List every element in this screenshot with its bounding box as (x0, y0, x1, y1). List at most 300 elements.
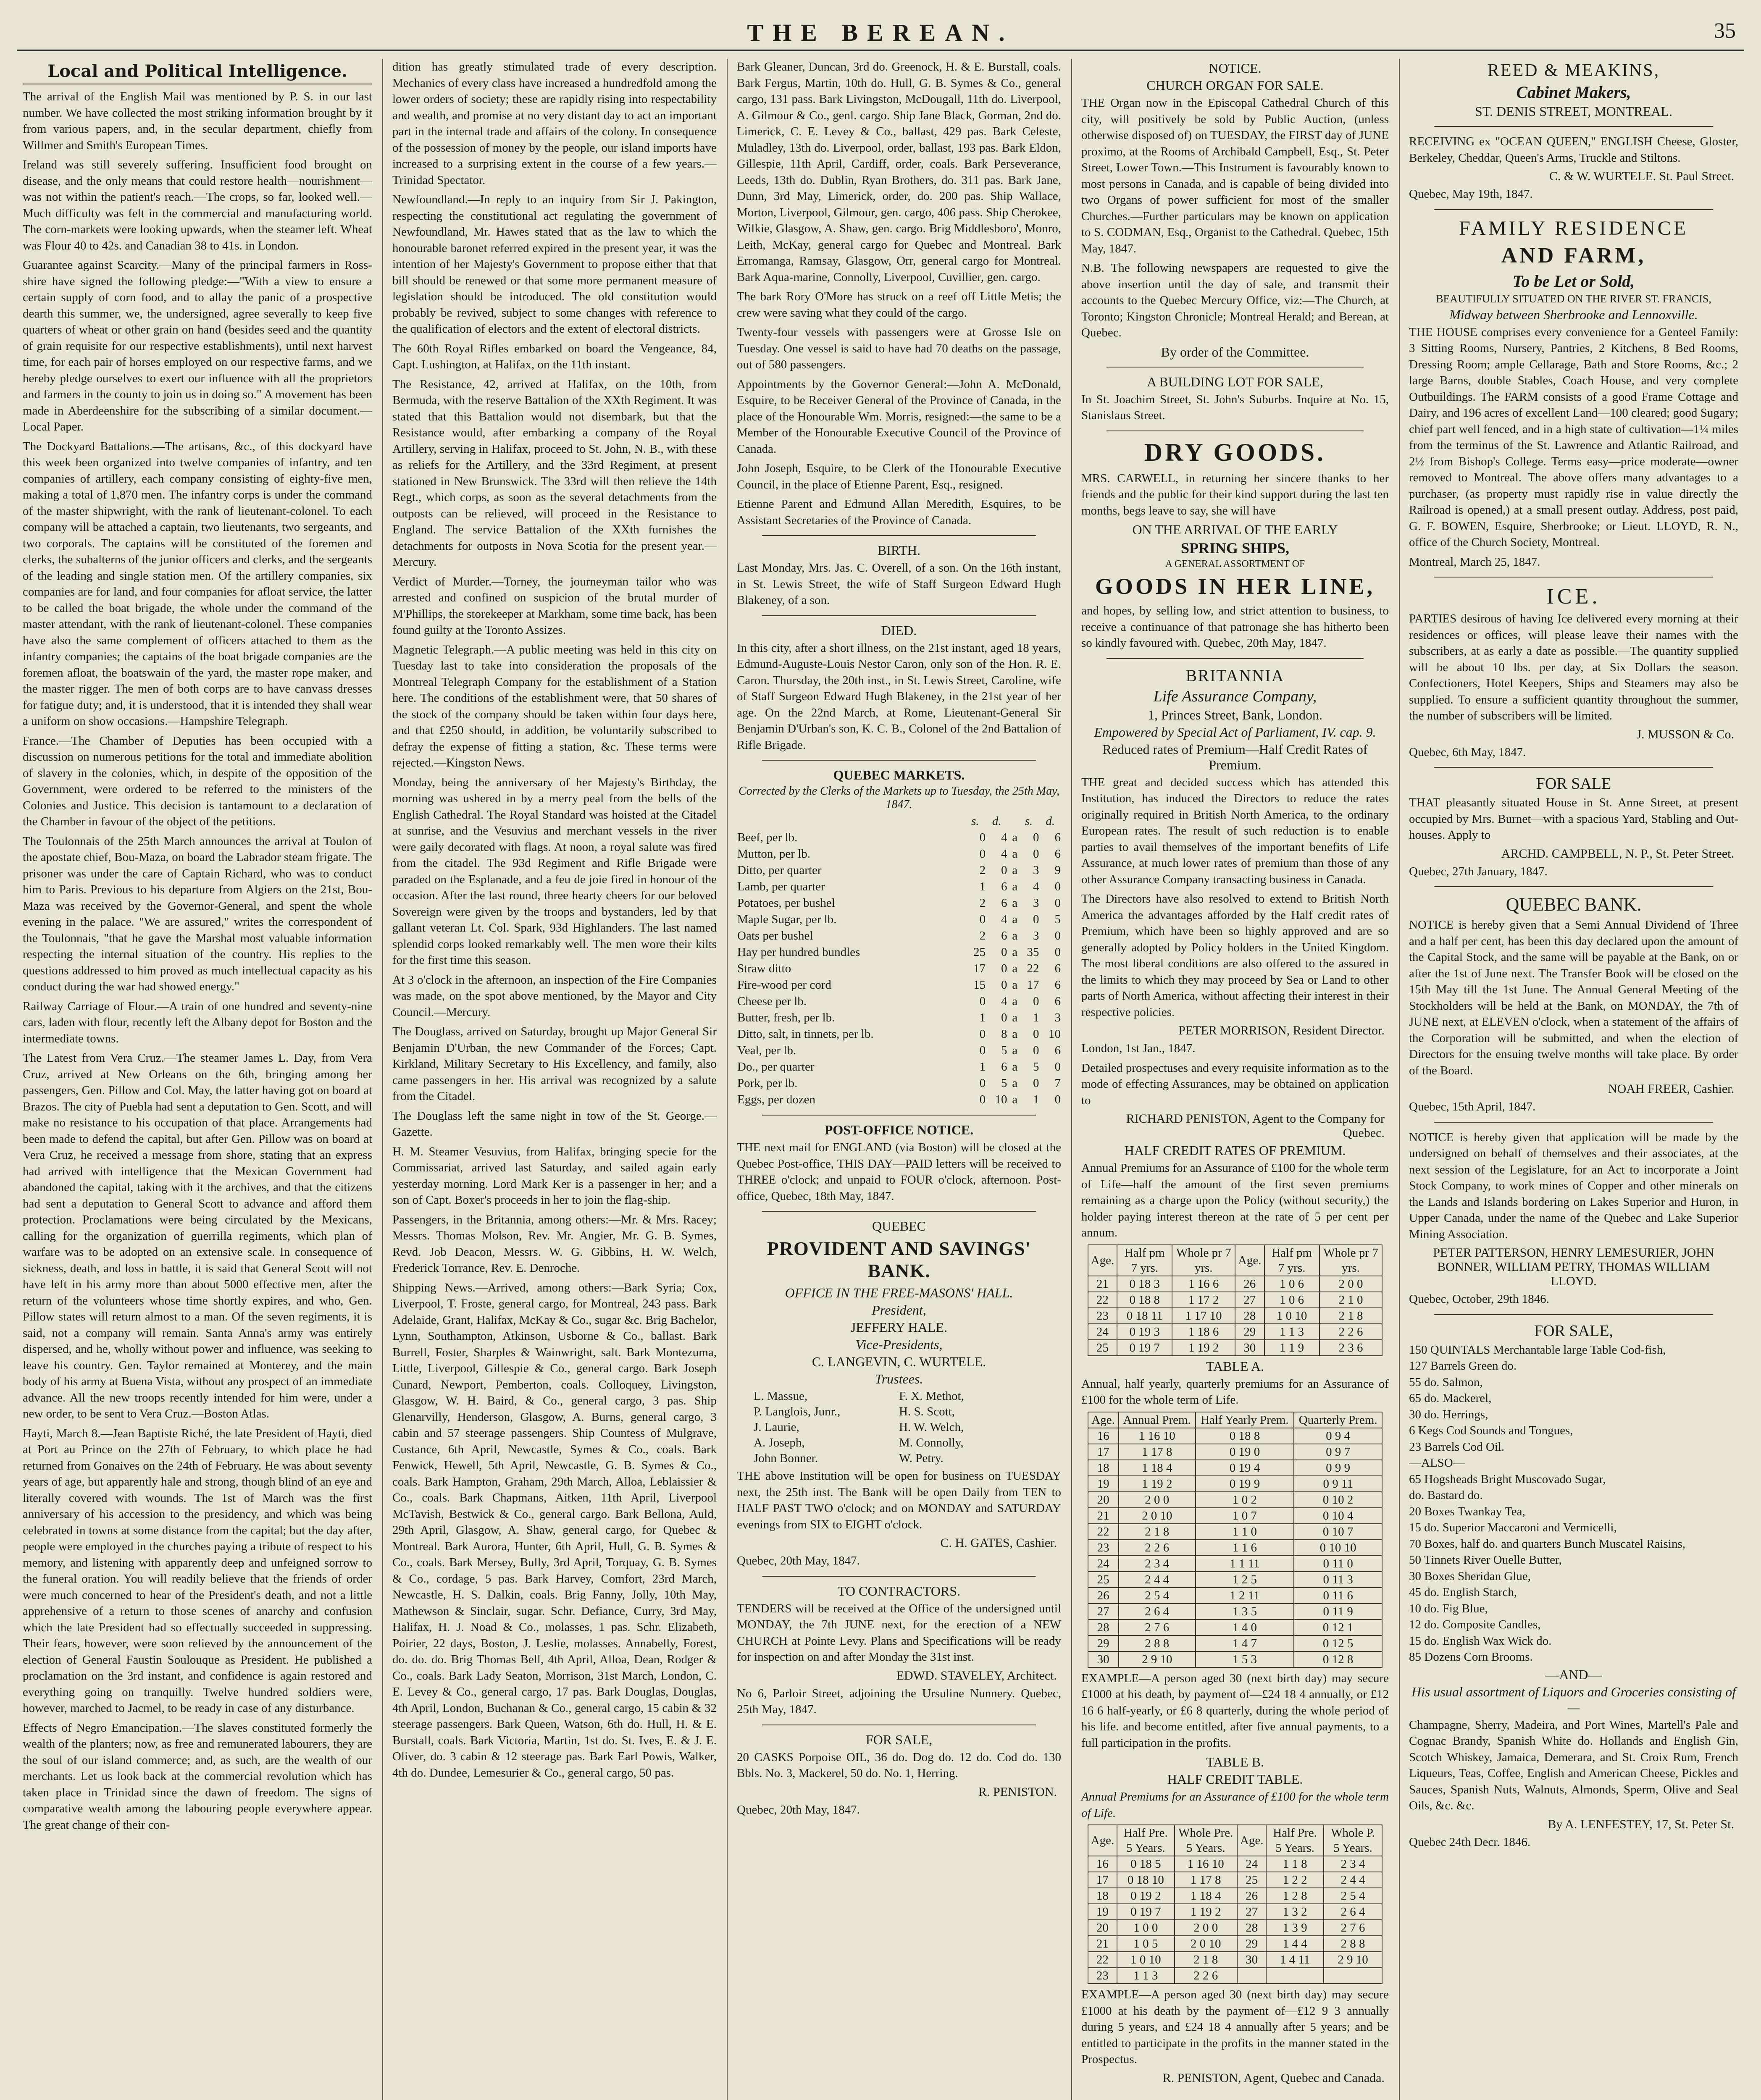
markets-row (737, 1075, 1061, 1092)
article-paragraph: The 60th Royal Rifles embarked on board the Vengeance, 84, Capt. Lushington, at Halifax, on the 11th instant. (392, 341, 717, 371)
article-paragraph: France.—The Chamber of Deputies has been occupied with a discussion on numerous petitions for the total and immediate abolition of slavery in the colonies, which, in despite of the opposition of the Government, were ordered to be referred to the ministers of the Colonies and Justice. This decision is tantamount to a declaration of the Chamber in favour of the object of the petitions. (23, 734, 372, 828)
table-b-heading: TABLE B. (1206, 1754, 1264, 1769)
article-paragraph: Etienne Parent and Edmund Allan Meredith, Esquires, to be Assistant Secretaries of the Province of Canada. (737, 497, 1061, 527)
table-b-cell: 0 19 7 (1117, 1904, 1174, 1920)
table-a-cell: 1 1 6 (1196, 1540, 1294, 1556)
article-paragraph: Monday, being the anniversary of her Majesty's Birthday, the morning was ushered in by a merry peal from the bells of the English Cathedral. The Royal Standard was hoisted at the Citadel at sunrise, and the Vesuvius and merchant vessels in the river were gaily decorated with flags. At noon, a royal salute was fired from the citadel. The 93d Regiment and Rifle Brigade were paraded on the Esplanade, and a feu de joie fired in honour of the occasion. After the last round, three hearty cheers for our beloved Sovereign were given by the troops and bystanders, led by that gallant veteran Lt. Col. Spark, 93d Highlanders. The last named splendid corps looked remarkably well. The men wore their kilts for the first time this season. (392, 775, 717, 967)
table-a-cell: 2 1 8 (1119, 1524, 1196, 1540)
britannia-text: The Directors have also resolved to extend to British North America the advantages afforded by the Half credit rates of Premium, which have been so highly approved and are so generally adopted by Policy holders in the United Kingdom. The most liberal conditions are also offered to the assured in the limits to which they may proceed by Sea or Land to other parts of North America, without affecting their interest in their respective policies. (1081, 892, 1389, 1019)
table-a-cell: 1 4 0 (1196, 1620, 1294, 1635)
markets-cell: Butter, fresh, per lb. (737, 1011, 835, 1024)
bank-trustees-label: Trustees. (875, 1371, 923, 1386)
markets-cell: 6 (1001, 880, 1007, 893)
markets-cell: 4 (1001, 913, 1007, 926)
markets-row (737, 879, 1061, 895)
divider (762, 760, 1036, 761)
markets-cell: 0 (979, 1076, 986, 1090)
table-a-cell: 21 (1088, 1508, 1119, 1524)
quebec-bank-date: Quebec, 15th April, 1847. (1409, 1100, 1536, 1113)
markets-cell: 7 (1054, 1076, 1061, 1090)
table-a-cell: 1 17 8 (1119, 1444, 1196, 1460)
article-paragraph: Effects of Negro Emancipation.—The slaves constituted formerly the wealth of the planters; now, as free and remunerated labourers, they are the soul of our island commerce; and, as such, are the wealth of our merchants. Let us look back at the commercial revolution which has taken place in Trinidad since the dawn of freedom. The signs of comparative wealth among the labouring people everywhere appear. The great change of their con- (23, 1721, 372, 1832)
quebec-bank-heading: QUEBEC BANK. (1506, 894, 1642, 915)
article-paragraph: At 3 o'clock in the afternoon, an inspection of the Fire Companies was made, on the spot above mentioned, by the Mayor and City Council.—Mercury. (392, 973, 717, 1019)
table-a-row (1088, 1428, 1383, 1444)
newspaper-page (17, 13, 1744, 2100)
table-a-cell: 20 (1088, 1492, 1119, 1508)
for-sale-date: Quebec, 20th May, 1847. (737, 1803, 860, 1816)
ice-heading: ICE. (1546, 585, 1601, 609)
received-date: Quebec, May 19th, 1847. (1409, 187, 1533, 201)
markets-cell: 15 (973, 978, 986, 992)
table-a-header-cell: Annual Prem. (1119, 1412, 1196, 1428)
markets-cell: 0 (1033, 913, 1039, 926)
death-notice: In this city, after a short illness, on the 21st instant, aged 18 years, Edmund-Auguste-Louis Nestor Caron, only son of the Hon. R. E. Caron. Thursday, the 20th inst., in St. Lewis Street, Caroline, wife of Staff Surgeon Edward Hugh Blakeney, in the 21st year of her age. On the 22nd March, at Rome, Lieutenant-General Sir Benjamin D'Urban's son, K. C. B., Colonel of the 2nd Battalion of Rifle Brigade. (737, 641, 1061, 752)
markets-row (737, 846, 1061, 862)
divider (762, 1115, 1036, 1116)
markets-header-cell (737, 813, 965, 830)
table-b-row (1088, 1936, 1383, 1952)
markets-cell: Maple Sugar, per lb. (737, 913, 837, 926)
table-a-cell: 18 (1088, 1460, 1119, 1476)
markets-cell: 17 (1027, 978, 1039, 992)
half-credit-cell: 1 0 10 (1264, 1308, 1319, 1324)
markets-cell: 0 (979, 1093, 986, 1106)
table-b-header-cell: Age. (1088, 1825, 1117, 1856)
dry-goods-heading: DRY GOODS. (1144, 438, 1326, 466)
dry-goods-text: MRS. CARWELL, in returning her sincere thanks to her friends and the public for their kind support during the last ten months, begs leave to say, she will have (1081, 471, 1389, 517)
half-credit-row (1088, 1324, 1383, 1340)
received-signature: C. & W. WURTELE. St. Paul Street. (1549, 169, 1734, 183)
ice-signature: J. MUSSON & Co. (1636, 727, 1734, 741)
markets-cell: 6 (1054, 1044, 1061, 1057)
divider (762, 535, 1036, 536)
table-b-cell: 1 0 5 (1117, 1936, 1174, 1952)
table-a-cell: 0 19 0 (1196, 1444, 1294, 1460)
markets-cell: 0 (1001, 978, 1007, 992)
bank-notice: THE above Institution will be open for business on TUESDAY next, the 25th inst. The Bank will be open Daily from TEN to HALF PAST TWO o'clock; and on MONDAY and SATURDAY evenings from SIX to EIGHT o'clock. (737, 1469, 1061, 1531)
article-paragraph: Railway Carriage of Flour.—A train of one hundred and seventy-nine cars, laden with flour, recently left the Albany depot for Boston and the intermediate towns. (23, 999, 372, 1045)
markets-cell: 6 (1054, 995, 1061, 1008)
markets-cell: a (1012, 962, 1018, 975)
britannia-text: THE great and decided success which has attended this Institution, has induced the Directors to reduce the rates originally required in British North America, to the ordinary European rates. The result of such reduction is to enable parties to avail themselves of the important benefits of Life Assurance, at much lower rates of premium than those of any other Assurance Company transacting business in Canada. (1081, 775, 1389, 886)
divider (762, 615, 1036, 616)
markets-cell: 0 (1001, 1011, 1007, 1024)
markets-cell: 4 (1033, 880, 1039, 893)
markets-cell: a (1012, 880, 1018, 893)
mining-date: Quebec, October, 29th 1846. (1409, 1292, 1549, 1306)
markets-row (737, 993, 1061, 1010)
example-signature: R. PENISTON, Agent, Quebec and Canada. (1162, 2071, 1385, 2085)
masthead-rule (17, 50, 1744, 51)
markets-row (737, 977, 1061, 993)
markets-cell: 0 (1033, 1044, 1039, 1057)
markets-cell: 6 (1054, 962, 1061, 975)
britannia-reduced: Reduced rates of Premium—Half Credit Rates of Premium. (1102, 741, 1368, 772)
for-sale-signature: By A. LENFESTEY, 17, St. Peter St. (1548, 1817, 1734, 1831)
half-credit-cell: 2 0 0 (1319, 1276, 1383, 1292)
article-paragraph: H. M. Steamer Vesuvius, from Halifax, bringing specie for the Commissariat, arrived last Saturday, and sailed again early yesterday morning. Lord Mark Ker is a passenger in her; and a son of Capt. Boxer's proceeds in her to join the flag-ship. (392, 1144, 717, 1207)
table-b-cell: 2 2 6 (1175, 1968, 1237, 1984)
markets-cell: 5 (1054, 913, 1061, 926)
divider (1434, 209, 1713, 210)
table-a-cell: 2 8 8 (1119, 1635, 1196, 1651)
family-residence-midway: Midway between Sherbrooke and Lennoxville. (1449, 307, 1698, 322)
table-a (1088, 1412, 1383, 1668)
article-paragraph: John Joseph, Esquire, to be Clerk of the Honourable Executive Council, in the place of Etienne Parent, Esq., resigned. (737, 462, 1061, 491)
markets-cell: Mutton, per lb. (737, 847, 810, 861)
received-notice: RECEIVING ex "OCEAN QUEEN," ENGLISH Cheese, Gloster, Berkeley, Cheddar, Queen's Arms, Truckle and Stiltons. (1409, 135, 1738, 165)
table-b-header-cell: Half Pre. 5 Years. (1117, 1825, 1174, 1856)
markets-cell: a (1012, 978, 1018, 992)
bank-city: QUEBEC (872, 1218, 926, 1234)
half-credit-header-cell: Half pm 7 yrs. (1264, 1245, 1319, 1276)
for-sale-item: 6 Kegs Cod Sounds and Tongues, (1409, 1424, 1573, 1437)
family-residence-let: To be Let or Sold, (1512, 271, 1635, 291)
table-a-cell: 0 12 1 (1294, 1620, 1382, 1635)
markets-cell: a (1012, 1060, 1018, 1074)
table-a-row (1088, 1588, 1383, 1604)
markets-cell: Pork, per lb. (737, 1076, 798, 1090)
for-sale-signature: R. PENISTON. (978, 1785, 1057, 1799)
table-b-cell: 17 (1088, 1872, 1117, 1888)
table-a-row (1088, 1604, 1383, 1620)
britannia-date: London, 1st Jan., 1847. (1081, 1042, 1196, 1055)
table-b-cell: 1 0 0 (1117, 1920, 1174, 1936)
table-a-cell: 1 4 7 (1196, 1635, 1294, 1651)
markets-header-row (737, 813, 1061, 830)
markets-cell: 0 (1001, 962, 1007, 975)
bank-president: JEFFERY HALE. (851, 1320, 947, 1335)
table-b-header-row (1088, 1825, 1383, 1856)
half-credit-cell: 29 (1235, 1324, 1264, 1340)
markets-cell: Straw ditto (737, 962, 791, 975)
quebec-bank-notice: NOTICE is hereby given that a Semi Annual Dividend of Three and a half per cent, has been this day declared upon the amount of the Capital Stock, and the same will be payable at the Bank, on or after the 1st of June next. The Transfer Book will be closed on the 15th May till the 1st June. The Annual General Meeting of the Stockholders will be held at the Bank, on MONDAY, the 7th of JUNE next, at ELEVEN o'clock, when a statement of the affairs of the Corporation will be submitted, and when the election of Directors for the ensuing twelve months will take place. By order of the Board. (1409, 918, 1738, 1077)
britannia-act: Empowered by Special Act of Parliament, IV. cap. 9. (1094, 724, 1376, 740)
died-heading: DIED. (881, 622, 917, 638)
half-credit-cell: 1 18 6 (1172, 1324, 1235, 1340)
table-a-cell: 1 2 11 (1196, 1588, 1294, 1604)
half-credit-cell: 30 (1235, 1340, 1264, 1356)
for-sale-item: 10 do. Fig Blue, (1409, 1601, 1488, 1615)
table-a-cell: 0 11 9 (1294, 1604, 1382, 1620)
table-b-cell: 19 (1088, 1904, 1117, 1920)
trustee-name: M. Connolly, (899, 1436, 964, 1449)
for-sale-items: 20 CASKS Porpoise OIL, 36 do. Dog do. 12 do. Cod do. 130 Bbls. No. 3, Mackerel, 50 do. No. 1, Herring. (737, 1750, 1061, 1780)
trustee-name: A. Joseph, (754, 1436, 805, 1449)
markets-cell: 0 (979, 995, 986, 1008)
half-credit-row (1088, 1340, 1383, 1356)
markets-cell: 0 (1033, 831, 1039, 844)
dry-goods-text: and hopes, by selling low, and strict attention to business, to receive a continuance of that patronage she has hitherto been so kindly favoured with. Quebec, 20th May, 1847. (1081, 604, 1389, 650)
table-a-row (1088, 1508, 1383, 1524)
markets-cell: 4 (1001, 847, 1007, 861)
table-a-cell: 2 2 6 (1119, 1540, 1196, 1556)
table-b-cell: 2 1 8 (1175, 1952, 1237, 1968)
family-residence-situated: BEAUTIFULLY SITUATED ON THE RIVER ST. FRANCIS, (1436, 292, 1711, 305)
table-b-cell: 23 (1088, 1968, 1117, 1984)
half-credit-cell: 0 18 11 (1117, 1308, 1172, 1324)
contractors-signature: EDWD. STAVELEY, Architect. (896, 1668, 1057, 1683)
half-credit-cell: 0 18 8 (1117, 1292, 1172, 1308)
markets-cell: Potatoes, per bushel (737, 896, 835, 910)
markets-cell: 6 (1001, 896, 1007, 910)
table-a-cell: 1 19 2 (1119, 1476, 1196, 1492)
britannia-address: 1, Princes Street, Bank, London. (1148, 707, 1322, 722)
table-a-cell: 19 (1088, 1476, 1119, 1492)
table-a-cell: 0 10 2 (1294, 1492, 1382, 1508)
column-3 (731, 59, 1067, 2100)
half-credit-cell: 25 (1088, 1340, 1117, 1356)
markets-row (737, 830, 1061, 846)
markets-cell: Lamb, per quarter (737, 880, 825, 893)
markets-row (737, 911, 1061, 928)
table-a-row (1088, 1635, 1383, 1651)
table-b-header-cell: Whole P. 5 Years. (1324, 1825, 1383, 1856)
markets-cell: 0 (979, 831, 986, 844)
markets-cell: 0 (979, 847, 986, 861)
table-a-row (1088, 1524, 1383, 1540)
markets-subheading: Corrected by the Clerks of the Markets up to Tuesday, the 25th May, 1847. (738, 785, 1060, 811)
table-a-cell: 24 (1088, 1556, 1119, 1572)
table-a-heading: TABLE A. (1206, 1358, 1264, 1374)
organ-nb: N.B. The following newspapers are requested to give the above insertion until the day of sale, and transmit their accounts to the Quebec Mercury Office, viz:—The Church, at Toronto; Kingston Chronicle; Montreal Herald; and Berean, at Quebec. (1081, 261, 1389, 339)
contractors-address: No 6, Parloir Street, adjoining the Ursuline Nunnery. Quebec, 25th May, 1847. (737, 1686, 1061, 1716)
markets-cell: 6 (1001, 1060, 1007, 1074)
trustee-name: L. Massue, (754, 1389, 808, 1403)
markets-row (737, 944, 1061, 961)
table-b-cell: 18 (1088, 1888, 1117, 1904)
table-b-cell: 22 (1088, 1952, 1117, 1968)
markets-row (737, 961, 1061, 977)
half-credit-cell: 1 0 6 (1264, 1276, 1319, 1292)
organ-heading: CHURCH ORGAN FOR SALE. (1146, 78, 1324, 93)
article-paragraph: The Resistance, 42, arrived at Halifax, on the 10th, from Bermuda, with the reserve Battalion of the XXth Regiment. It was stated that this Battalion would not disembark, but that the Resistance would, after embarking a company of the Royal Artillery, serving in Halifax, proceed to St. John, N. B., with these as reliefs for the Artillery, and the 33rd Regiment, at present stationed in New Brunswick. The 33rd will then relieve the 14th Regt., which corps, as soon as the several detachments from the outposts can be relieved, will proceed in the Resistance to England. The service Battalion of the XXth furnishes the detachments for outposts in Nova Scotia for the present year.—Mercury. (392, 377, 717, 569)
table-a-header-row (1088, 1412, 1383, 1428)
table-a-cell: 1 18 4 (1119, 1460, 1196, 1476)
bank-name: PROVIDENT AND SAVINGS' BANK. (767, 1238, 1031, 1281)
table-b-cell: 24 (1237, 1856, 1267, 1872)
markets-cell: 2 (979, 896, 986, 910)
table-b-cell: 0 18 5 (1117, 1856, 1174, 1872)
markets-cell: 25 (973, 945, 986, 959)
half-credit-cell: 22 (1088, 1292, 1117, 1308)
shipping-news: Bark Gleaner, Duncan, 3rd do. Greenock, H. & E. Burstall, coals. Bark Fergus, Martin, 10th do. Hull, G. B. Symes & Co., general cargo, 131 pass. Bark Livingston, McDougall, 11th do. Liverpool, A. Gilmour & Co., genl. cargo. Ship Jane Black, Gorman, 2nd do. Limerick, C. E. Levey & Co., ballast, 429 pas. Bark Celeste, Muladley, 13th do. Liverpool, order, ballast, 193 pas. Bark Eldon, Gillespie, 11th April, Cardiff, order, coals. Bark Perseverance, Leeds, 13th do. Dublin, Ryan Brothers, do. 311 pas. Bark Jane, Dunn, 3rd May, Limerick, order, do. 200 pas. Ship Wallace, Morton, Liverpool, Gilmour, gen. cargo, 406 pass. Ship Cherokee, Wilkie, Glasgow, A. Shaw, gen. cargo. Brig Middlesboro', Monro, Leith, McKay, general cargo for Quebec and Montreal. Bark Erromanga, Ramsay, Glasgow, Orr, general cargo for Montreal. Bark Aqua-marine, Connolly, Liverpool, Cuvillier, gen. cargo. (737, 60, 1061, 284)
trustee-name: P. Langlois, Junr., (754, 1405, 841, 1418)
markets-heading: QUEBEC MARKETS. (833, 767, 965, 782)
markets-header-cell: d. (992, 814, 1001, 828)
for-sale-item: 55 do. Salmon, (1409, 1375, 1483, 1389)
divider (1434, 886, 1713, 887)
table-a-cell: 1 0 7 (1196, 1508, 1294, 1524)
for-sale-liquors-heading: His usual assortment of Liquors and Groceries consisting of— (1411, 1684, 1736, 1715)
for-sale-item: 85 Dozens Corn Brooms. (1409, 1650, 1533, 1664)
table-b-cell: 2 7 6 (1324, 1920, 1383, 1936)
building-lot-notice: In St. Joachim Street, St. John's Suburbs. Inquire at No. 15, Stanislaus Street. (1081, 392, 1389, 422)
table-a-cell: 0 19 9 (1196, 1476, 1294, 1492)
markets-cell: 10 (995, 1093, 1007, 1106)
quebec-bank-signature: NOAH FREER, Cashier. (1608, 1082, 1734, 1096)
half-credit-cell: 2 1 8 (1319, 1308, 1383, 1324)
family-residence-farm: AND FARM, (1501, 243, 1646, 268)
table-a-cell: 0 10 4 (1294, 1508, 1382, 1524)
ice-notice: PARTIES desirous of having Ice delivered every morning at their residences or offices, will please leave their names with the subscribers, at as early a date as possible.—The quantity supplied will be about 10 lbs. per day, at Six Dollars the season. Confectioners, Hotel Keepers, Ships and Steamers may also be supplied. To ensure a sufficient quantity throughout the summer, the number of subscribers will be limited. (1409, 612, 1738, 722)
markets-cell: Ditto, per quarter (737, 864, 822, 877)
half-credit-cell: 1 16 6 (1172, 1276, 1235, 1292)
table-a-row (1088, 1572, 1383, 1588)
table-b-cell: 2 9 10 (1324, 1952, 1383, 1968)
markets-cell: 2 (979, 864, 986, 877)
half-credit-cell: 21 (1088, 1276, 1117, 1292)
article-paragraph: Appointments by the Governor General:—John A. McDonald, Esquire, to be Receiver General of the Province of Canada, in the place of the Honourable Wm. Morris, resigned:—the same to be a Member of the Honourable Executive Council of the Province of Canada. (737, 377, 1061, 456)
table-b-cell: 2 6 4 (1324, 1904, 1383, 1920)
divider (1434, 577, 1713, 578)
half-credit-row (1088, 1292, 1383, 1308)
bank-president-label: President, (872, 1302, 926, 1318)
table-a-row (1088, 1620, 1383, 1635)
table-a-cell: 1 1 11 (1196, 1556, 1294, 1572)
table-a-cell: 16 (1088, 1428, 1119, 1444)
sale-date: Quebec, 27th January, 1847. (1409, 864, 1548, 878)
table-a-header-cell: Age. (1088, 1412, 1119, 1428)
divider (1434, 1122, 1713, 1123)
trustee-name: John Bonner. (754, 1452, 818, 1465)
markets-row (737, 862, 1061, 879)
markets-cell: 1 (979, 880, 986, 893)
bank-trustees-list (754, 1389, 1044, 1466)
trustee-name: F. X. Methot, (899, 1389, 964, 1403)
trustee-name: H. W. Welch, (899, 1420, 964, 1434)
table-b-header-cell: Age. (1237, 1825, 1267, 1856)
markets-cell: a (1012, 1027, 1018, 1041)
organ-notice: THE Organ now in the Episcopal Cathedral Church of this city, will positively be sold by Public Auction, (unless otherwise disposed of) on TUESDAY, the FIRST day of JUNE proximo, at the Rooms of Archibald Campbell, Esq., St. Peter Street, Lower Town.—This Instrument is favourably known to most persons in Canada, and is capable of being divided into two Organs of power sufficient for most of the smaller Churches.—Further particulars may be known on application to S. CODMAN, Esq., Organist to the Cathedral. Quebec, 15th May, 1847. (1081, 96, 1389, 255)
half-credit-header-cell: Half pm 7 yrs. (1117, 1245, 1172, 1276)
markets-header-cell: s. (1025, 814, 1033, 828)
markets-cell: 1 (1033, 1011, 1039, 1024)
markets-cell: 0 (1054, 929, 1061, 942)
table-a-cell: 23 (1088, 1540, 1119, 1556)
table-a-row (1088, 1492, 1383, 1508)
table-b-cell: 1 2 8 (1266, 1888, 1323, 1904)
half-credit-cell: 2 2 6 (1319, 1324, 1383, 1340)
table-a-cell: 2 6 4 (1119, 1604, 1196, 1620)
reed-address: ST. DENIS STREET, MONTREAL. (1475, 104, 1672, 119)
markets-cell: 0 (1054, 1093, 1061, 1106)
table-a-cell: 1 1 0 (1196, 1524, 1294, 1540)
table-b-text: Annual Premiums for an Assurance of £100 for the whole term of Life. (1081, 1790, 1389, 1820)
markets-cell: Do., per quarter (737, 1060, 815, 1074)
half-credit-cell: 28 (1235, 1308, 1264, 1324)
table-b-cell: 28 (1237, 1920, 1267, 1936)
table-a-cell: 28 (1088, 1620, 1119, 1635)
for-sale-item: —ALSO— (1409, 1456, 1465, 1470)
half-credit-header-cell: Whole pr 7 yrs. (1319, 1245, 1383, 1276)
contractors-notice: TENDERS will be received at the Office of the undersigned until MONDAY, the 7th JUNE next, for the erection of a NEW CHURCH at Pointe Levy. Plans and Specifications will be ready for inspection on and after Monday the 31st inst. (737, 1601, 1061, 1664)
markets-cell: Ditto, salt, in tinnets, per lb. (737, 1027, 874, 1041)
table-a-row (1088, 1540, 1383, 1556)
markets-cell: 0 (1054, 880, 1061, 893)
for-sale-item: 65 do. Mackerel, (1409, 1391, 1492, 1405)
markets-header-cell: s. (971, 814, 979, 828)
markets-row (737, 928, 1061, 944)
section-title: Local and Political Intelligence. (23, 61, 372, 84)
article-paragraph: dition has greatly stimulated trade of every description. Mechanics of every class have increased a hundredfold among the lower orders of society; these are rapidly rising into respectability and wealth, and promise at no very distant day to act an important part in the internal trade and affairs of the colony. In consequence of the possession of money by the people, our island imports have increased to a surprising extent in the course of a few years.—Trinidad Spectator. (392, 60, 717, 187)
table-b-cell: 16 (1088, 1856, 1117, 1872)
for-sale-liquors: Champagne, Sherry, Madeira, and Port Wines, Martell's Pale and Cognac Brandy, Spanish White do. Hollands and English Gin, Scotch Whiskey, Jamaica, Demerara, and St. Croix Rum, French Liqueurs, Teas, Coffee, English and American Cheese, Pickles and Sauces, Spanish Nuts, Walnuts, Almonds, Sperm, Olive and Seal Oils, &c. &c. (1409, 1718, 1738, 1812)
bank-vps: C. LANGEVIN, C. WURTELE. (812, 1354, 986, 1369)
for-sale-item: 50 Tinnets River Ouelle Butter, (1409, 1553, 1562, 1567)
table-b-cell: 2 8 8 (1324, 1936, 1383, 1952)
table-b-cell: 2 4 4 (1324, 1872, 1383, 1888)
table-b-cell: 1 2 2 (1266, 1872, 1323, 1888)
for-sale-item: 23 Barrels Cod Oil. (1409, 1440, 1505, 1454)
markets-cell: 0 (1033, 847, 1039, 861)
shipping-news: Shipping News.—Arrived, among others:—Bark Syria; Cox, Liverpool, T. Froste, general cargo, for Montreal, 243 pass. Bark Adelaide, Grant, Halifax, McKay & Co., sugar &c. Brig Bachelor, Lynn, Southampton, Atkinson, Usborne & Co., ballast. Bark Burrell, Foster, Sharples & Wainwright, salt. Bark Montezuma, Little, Liverpool, Gillespie & Co., general cargo. Bark Joseph Cunard, Newport, Pemberton, coals. Colloquey, Livingston, Glasgow, W. H. Baird, & Co., general cargo, 3 pas. Ship Glenarvilly, Henderson, Glasgow, A. Burns, general cargo, 3 cabin and 57 steerage passengers. Ship Countess of Mulgrave, Custance, 6th April, Newcastle, Symes & Co., coals. Bark Fenwick, Hewell, 5th April, Newcastle, G. B. Symes & Co., coals. Bark Hampton, Graham, 29th March, Alloa, Leblaissier & Co., coals. Bark Chapmans, Aitken, 11th April, Liverpool McTavish, Bestwick & Co., general cargo. Bark Bellona, Auld, 29th April, Glasgow, A. Shaw, general cargo, for Quebec & Montreal. Bark Aurora, Hunter, 6th April, Hull, G. B. Symes & Co., coals. Bark Mersey, Bully, 3rd April, Torquay, G. B. Symes & Co., cordage, 5 pas. Bark Harvey, Comfort, 23rd March, Newcastle, H. S. Dalkin, coals. Brig Fanny, Jolly, 10th May, Mathewson & Sinclair, sugar. Schr. Defiance, Curry, 3rd May, Halifax, H. J. Noad & Co., molasses, 1 pas. Schr. Elizabeth, Poirier, 22 days, Boston, J. Leslie, molasses. Annabelly, Forest, do. do. do. Brig Thomas Bell, 4th April, Alloa, Dean, Rodger & Co., coals. Bark Lady Seaton, Morrison, 31st March, London, C. E. Levey & Co., general cargo, 17 pas. Bark Douglas, Douglas, 4th April, London, Buchanan & Co., general cargo, 15 cabin & 32 steerage passengers. Bark Queen, Watson, 6th do. Hull, H. & E. Burstall, coals. Bark Victoria, Martin, 1st do. St. Ives, E. & J. E. Oliver, do. 3 cabin & 12 steerage pas. Bark Earl Powis, Walker, 4th do. Dundee, Lemesurier & Co., general cargo, 50 pas. (392, 1281, 717, 1780)
markets-cell: 0 (979, 913, 986, 926)
dry-goods-arrival: ON THE ARRIVAL OF THE EARLY (1132, 522, 1338, 537)
column-2 (386, 59, 723, 2100)
column-rule (1071, 59, 1072, 2100)
table-a-cell: 2 3 4 (1119, 1556, 1196, 1572)
table-a-cell: 0 12 8 (1294, 1651, 1382, 1667)
table-b (1088, 1824, 1383, 1984)
mining-signatures: PETER PATTERSON, HENRY LEMESURIER, JOHN BONNER, WILLIAM PETRY, THOMAS WILLIAM LLOYD. (1433, 1246, 1714, 1288)
article-paragraph: The Douglass left the same night in tow of the St. George.—Gazette. (392, 1109, 717, 1139)
markets-cell: 2 (979, 929, 986, 942)
table-b-cell: 1 1 3 (1117, 1968, 1174, 1984)
trustee-name: J. Laurie, (754, 1420, 799, 1434)
table-a-cell: 2 7 6 (1119, 1620, 1196, 1635)
table-a-cell: 0 11 0 (1294, 1556, 1382, 1572)
half-credit-row (1088, 1276, 1383, 1292)
markets-cell: 6 (1054, 847, 1061, 861)
article-paragraph: The Douglass, arrived on Saturday, brought up Major General Sir Benjamin D'Urban, the new Commander of the Forces; Capt. Kirkland, Military Secretary to His Excellency, and family, also came passengers in her. His arrival was recognized by a salute from the Citadel. (392, 1025, 717, 1103)
trustee-name: W. Petry. (899, 1452, 944, 1465)
markets-cell: a (1012, 896, 1018, 910)
article-paragraph: The Latest from Vera Cruz.—The steamer James L. Day, from Vera Cruz, arrived at New Orleans on the 6th, bringing among her passengers, Gen. Pillow and Col. May, the latter having got on board at Brazos. The city of Puebla had sent a deputation to Gen. Scott, and will make no resistance to his occupation of that place. Arrangements had been made to defend the capital, but after Gen. Pillow was on board at Vera Cruz, he received a message from shore, stating that an express had arrived with intelligence that the Mexican Government had abandoned the capital, taking with it the archives, and that the citizens had sent a deputation to General Scott to advance and afford them protection. Proclamations were being circulated by the Mexicans, calling for the organization of guerrilla regiments, which plan of warfare was to be adopted on an extensive scale. In consequence of sickness, death, and loss in battle, it is said that General Scott will not have left in his army more than about 5000 effective men, after the return of the volunteers whose time shortly expires, and who, Gen. Pillow states will return almost to a man. Of the seven regiments, it is said, not a company will remain. Santa Anna's army was entirely dispersed, and he, wholly without power and influence, was seeking to leave his country. Gen. Taylor remained at Monterey, and the main body of his army at Buena Vista, without any prospect of an immediate advance. All the new troops recently intended for him were, under a new order, to be sent to Vera Cruz.—Boston Atlas. (23, 1051, 372, 1420)
divider (762, 1211, 1036, 1212)
article-paragraph: Passengers, in the Britannia, among others:—Mr. & Mrs. Racey; Messrs. Thomas Molson, Rev. Mr. Angier, Mr. G. B. Symes, Revd. Job Deacon, Messrs. W. G. Gibbins, H. W. Welch, Frederick Torrance, Rev. E. Denroche. (392, 1213, 717, 1275)
table-b-cell: 21 (1088, 1936, 1117, 1952)
table-a-cell: 0 11 3 (1294, 1572, 1382, 1588)
table-b-cell: 1 0 10 (1117, 1952, 1174, 1968)
table-a-header-cell: Half Yearly Prem. (1196, 1412, 1294, 1428)
half-credit-rates-table (1088, 1244, 1383, 1356)
table-a-cell: 22 (1088, 1524, 1119, 1540)
table-a-cell: 0 19 4 (1196, 1460, 1294, 1476)
table-b-cell: 26 (1237, 1888, 1267, 1904)
trustee-name: H. S. Scott, (899, 1405, 955, 1418)
dry-goods-line: GOODS IN HER LINE, (1095, 574, 1375, 599)
reed-subheading: Cabinet Makers, (1516, 83, 1631, 102)
markets-row (737, 895, 1061, 911)
bank-signature: C. H. GATES, Cashier. (940, 1536, 1057, 1550)
for-sale-item: 15 do. Superior Maccaroni and Vermicelli, (1409, 1521, 1617, 1534)
table-b-cell: 27 (1237, 1904, 1267, 1920)
markets-cell: 0 (1033, 1076, 1039, 1090)
organ-signature: By order of the Committee. (1161, 344, 1309, 360)
table-b-subheading: HALF CREDIT TABLE. (1167, 1772, 1303, 1787)
bank-date: Quebec, 20th May, 1847. (737, 1554, 860, 1567)
example-text: EXAMPLE—A person aged 30 (next birth day) may secure £1000 at his death, by payment of—£24 18 4 annually, or £12 16 6 half-yearly, or £6 8 quarterly, during the whole period of his life. and become entitled, after five annual payments, to a full participation in the profits. (1081, 1671, 1389, 1750)
half-credit-cell: 24 (1088, 1324, 1117, 1340)
markets-cell: 0 (1001, 864, 1007, 877)
for-sale-item: 150 QUINTALS Merchantable large Table Cod-fish, (1409, 1343, 1666, 1357)
column-rule (1399, 59, 1400, 2100)
markets-cell: 6 (1001, 929, 1007, 942)
markets-cell: 0 (1054, 945, 1061, 959)
page-number: 35 (1714, 19, 1736, 43)
